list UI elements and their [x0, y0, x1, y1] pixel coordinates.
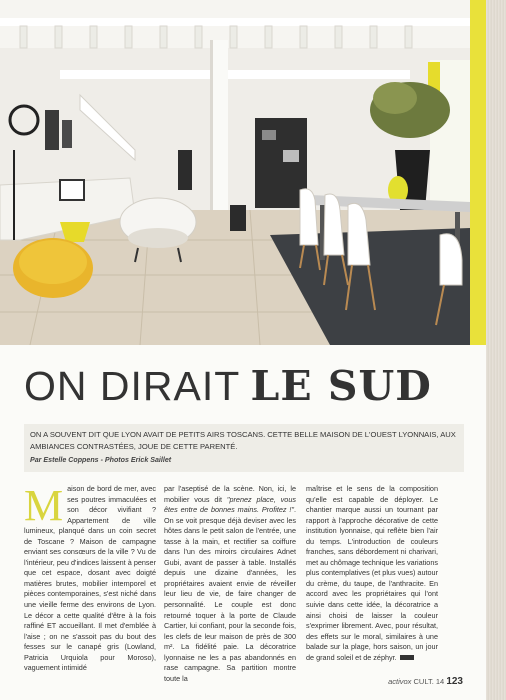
- column-2-text-b: . On se voit presque déjà deviser avec les hôtes dans le petit salon de l'entrée, une tasse à la main, et rectifier sa coiffure dans l'un des miroirs circulaires Adnet Gubi, avant de passer à table. Installés depuis une dizaine d'années, les propriétaires avaient envie de réveiller leur lieu de vie, de faire changer de personnalité. Le couple est donc retourné toquer à la porte de Claude Cartier, lui confiant, pour la seconde fois, les clefs de leur maison de près de 300 m². La fidélité paie. La décoratrice lyonnaise ne les a pas abandonnés en rase campagne. Sa partition montre toute la: [164, 505, 296, 683]
- title-part-2: LE SUD: [250, 362, 432, 410]
- text-column-3: [306, 484, 438, 663]
- byline: Par Estelle Coppens - Photos Erick Saillet: [30, 456, 172, 464]
- column-1-text: aison de bord de mer, avec ses poutres immaculées et son décor vivifiant ? Appartement de ville lumineux, planqué dans un coin secret de Toscane ? Maison de campagne enviant ses consœurs de la ville ? Vu de l'intérieur, peu d'indices laissent à penser que cet espace, dosant avec doigté matières brutes, mobilier intemporel et pièces contemporaines, s'est niché dans une vieille ferme des environs de Lyon. Le décor a cette qualité d'être à la fois raffiné ET accueillant. Il met d'emblée à l'aise ; on ne s'assoit pas du bout des fesses sur le canapé gris (Lowland, Patricia Urquiola pour Moroso), vaguement intimidé: [24, 484, 156, 673]
- end-mark-icon: [400, 655, 414, 660]
- living-room-illustration: [0, 0, 470, 345]
- paragraph-3: [306, 484, 438, 663]
- column-2-text-a: par l'aseptisé de la scène. Non, ici, le mobilier vous dit: [164, 484, 296, 504]
- title-part-1: ON DIRAIT: [24, 363, 241, 409]
- column-2-quote: "prenez place, vous êtes entre de bonnes mains. Profitez !": [164, 494, 296, 515]
- column-3-text: maîtrise et le sens de la composition qu'elle est capable de déployer. Le chantier marque aussi un tournant par rapport à l'approche décorative de cette institution lyonnaise, qui reflète bien l'air du temps. L'introduction de couleurs franches, sans débordement ni charivari, met au chômage technique les variations plus contemplatives (et plus vues) autour du crème, du taupe, de l'anthracite. En accord avec les propriétaires qui l'ont suivie dans cette idée, la décoratrice a ainsi choisi de laisser la couleur s'exprimer librement. Avec, pour résultat, des effets sur le moral, similaires à une balade sur la plage, hors saison, un jour de grand soleil et de zéphyr.: [306, 484, 438, 662]
- paragraph-2: [164, 484, 296, 684]
- lead-text: ON A SOUVENT DIT QUE LYON AVAIT DE PETITS AIRS TOSCANS. CETTE BELLE MAISON DE L'OUEST LYONNAIS, AUX AMBIANCES CONTRASTÉES, JOUE DE CETTE PARENTÉ.: [30, 430, 456, 451]
- text-column-2: [164, 484, 296, 684]
- issue-label: CULT. 14: [413, 677, 445, 686]
- yellow-page-edge: [470, 0, 486, 345]
- page-footer: [388, 676, 463, 687]
- text-column-1: [24, 481, 156, 674]
- intro-box: [24, 424, 464, 472]
- page-number: 123: [446, 676, 463, 687]
- magazine-name: activox: [388, 677, 412, 686]
- drop-cap: M: [24, 481, 64, 530]
- page-title: [24, 360, 432, 412]
- interior-photo: [0, 0, 470, 345]
- paragraph-1: [24, 481, 156, 674]
- page-stack-edge: [486, 0, 506, 700]
